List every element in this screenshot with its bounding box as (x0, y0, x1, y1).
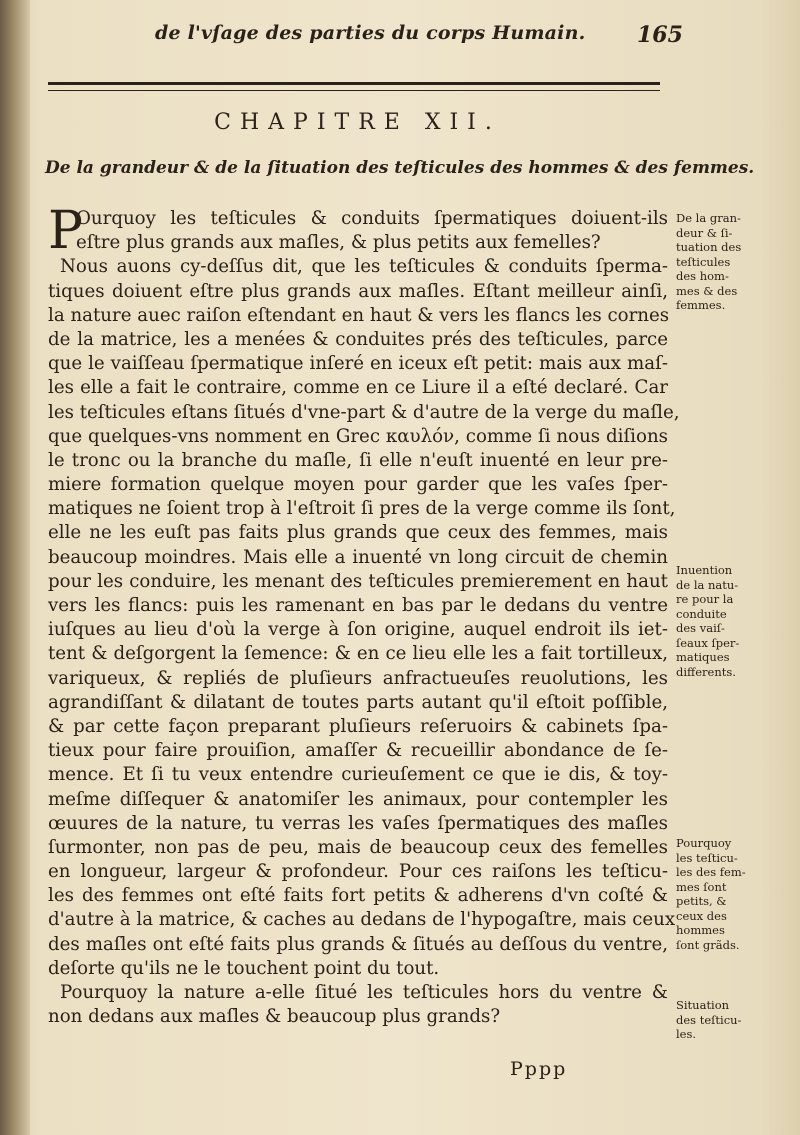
chapter-subtitle: De la grandeur & de la ſituation des teſticules des hommes & des femmes. (45, 158, 755, 178)
text-line: iuſques au lieu d'où la verge à ſon origine, auquel endroit ils iet- (48, 619, 668, 641)
body-text (48, 201, 680, 1029)
margin-note-line: tuation des (676, 240, 742, 254)
text-line: Nous auons cy-deſſus dit, que les teſticules & conduits ſperma- (60, 256, 668, 278)
margin-note-line: Situation (676, 998, 730, 1012)
text-line: vers les flancs: puis les ramenant en bas par le dedans du ventre (48, 595, 668, 616)
text-line: mence. Et ſi tu veux entendre curieuſement ce que ie dis, & toy- (48, 764, 668, 786)
margin-note-4 (676, 998, 768, 1042)
text-line: de la matrice, les a menées & conduites prés des teſticules, parce (48, 328, 668, 350)
text-line: tiques doiuent eſtre plus grands aux maſles. Eſtant meilleur ainſi, (48, 280, 668, 302)
margin-note-line: hommes (676, 923, 725, 937)
margin-note-line: teſticules (676, 254, 731, 269)
text-line: non dedans aux maſles & beaucoup plus grands? (48, 1006, 501, 1028)
margin-note-1 (676, 211, 768, 313)
header-rule (48, 82, 660, 85)
margin-note-line: ſeaux ſper- (676, 635, 740, 650)
header-rule-thin (48, 90, 660, 91)
margin-note-line: mes ſont (676, 879, 727, 894)
margin-note-line: mes & des (676, 283, 738, 298)
margin-note-line: les teſticu- (676, 850, 738, 865)
signature-mark: Pppp (510, 1058, 568, 1080)
margin-note-line: re pour la (676, 592, 734, 606)
text-line: œuures de la nature, tu verras les vaſes ſpermatiques des maſles (48, 812, 668, 834)
margin-note-line: deur & ſi- (676, 225, 733, 240)
margin-note-line: des vaiſ- (676, 621, 725, 635)
margin-note-line: des teſticu- (676, 1012, 742, 1027)
margin-note-line: ceux des (676, 908, 727, 923)
text-line: la nature auec raiſon eſtendant en haut & vers les flancs les cornes (48, 304, 670, 326)
text-line: Pourquoy la nature a-elle ſitué les teſticules hors du ventre & (60, 982, 668, 1003)
chapter-heading: CHAPITRE XII. (214, 110, 501, 135)
margin-note-line: Inuention (676, 563, 733, 577)
running-title: de l'vſage des parties du corps Humain. (155, 22, 586, 44)
text-line: agrandiſſant & dilatant de toutes parts autant qu'il eſtoit poſſible, (48, 691, 668, 713)
margin-note-line: matiques (676, 650, 730, 664)
margin-note-line: differents. (676, 664, 736, 679)
text-line: des maſles ont eſté faits plus grands & ſitués au deſſous du ventre, (48, 933, 668, 955)
margin-note-line: Pourquoy (676, 836, 732, 850)
page-gutter-shadow (0, 0, 30, 1135)
text-line: variqueux, & repliés de pluſieurs anfractueuſes reuolutions, les (48, 667, 668, 689)
text-line: beaucoup moindres. Mais elle a inuenté vn long circuit de chemin (48, 546, 668, 568)
margin-note-line: les des fem- (676, 865, 746, 879)
margin-note-line: des hom- (676, 269, 729, 283)
text-line: Ourquoy les teſticules & conduits ſpermatiques doiuent-ils (76, 208, 668, 229)
margin-note-line: De la gran- (676, 211, 741, 225)
margin-note-line: conduite (676, 606, 727, 621)
text-line: le tronc ou la branche du maſle, ſi elle n'euſt inuenté en leur pre- (48, 449, 668, 471)
text-line: ſurmonter, non pas de peu, mais de beaucoup ceux des femelles (48, 836, 668, 858)
margin-note-2 (676, 563, 768, 679)
margin-note-line: de la natu- (676, 577, 739, 592)
text-line: miere formation quelque moyen pour garder que les vaſes ſper- (48, 474, 668, 496)
text-line: d'autre à la matrice, & caches au dedans de l'hypogaſtre, mais ceux (48, 909, 676, 931)
text-line: elle ne les euſt pas faits plus grands que ceux des femmes, mais (48, 522, 668, 544)
margin-note-line: femmes. (676, 298, 726, 312)
text-line: & par cette façon preparant pluſieurs reſeruoirs & cabinets ſpa- (48, 715, 668, 737)
text-line: matiques ne ſoient trop à l'eſtroit ſi pres de la verge comme ils ſont, (48, 498, 676, 520)
text-line: tent & deſgorgent la ſemence: & en ce lieu elle les a fait tortilleux, (48, 643, 668, 665)
text-line: eſtre plus grands aux maſles, & plus petits aux femelles? (76, 232, 601, 254)
margin-note-3 (676, 836, 768, 952)
text-line: tieux pour faire prouiſion, amaſſer & recueillir abondance de ſe- (48, 740, 668, 762)
text-line: les des femmes ont eſté faits fort petits & adherens d'vn coſté & (48, 885, 668, 907)
text-line: que le vaiſſeau ſpermatique inſeré en iceux eſt petit: mais aux maſ- (48, 353, 668, 375)
page-number: 165 (637, 22, 683, 48)
text-line: deſorte qu'ils ne le touchent point du tout. (48, 957, 440, 979)
text-line: en longueur, largeur & profondeur. Pour ces raiſons les teſticu- (48, 861, 668, 883)
text-line: les teſticules eſtans ſitués d'vne-part & d'autre de la verge du maſle, (48, 401, 680, 423)
text-line: meſme diſſequer & anatomiſer les animaux, pour contempler les (48, 788, 668, 810)
text-line: pour les conduire, les menant des teſticules premierement en haut (48, 570, 668, 592)
text-line: les elle a fait le contraire, comme en ce Liure il a eſté declaré. Car (48, 377, 668, 399)
margin-note-line: petits, & (676, 894, 727, 908)
text-line: que quelques-vns nomment en Grec καυλόν, comme ſi nous diſions (48, 425, 668, 447)
margin-note-line: les. (676, 1027, 697, 1041)
drop-cap: P (48, 201, 83, 261)
margin-note-line: ſont grãds. (676, 937, 740, 952)
